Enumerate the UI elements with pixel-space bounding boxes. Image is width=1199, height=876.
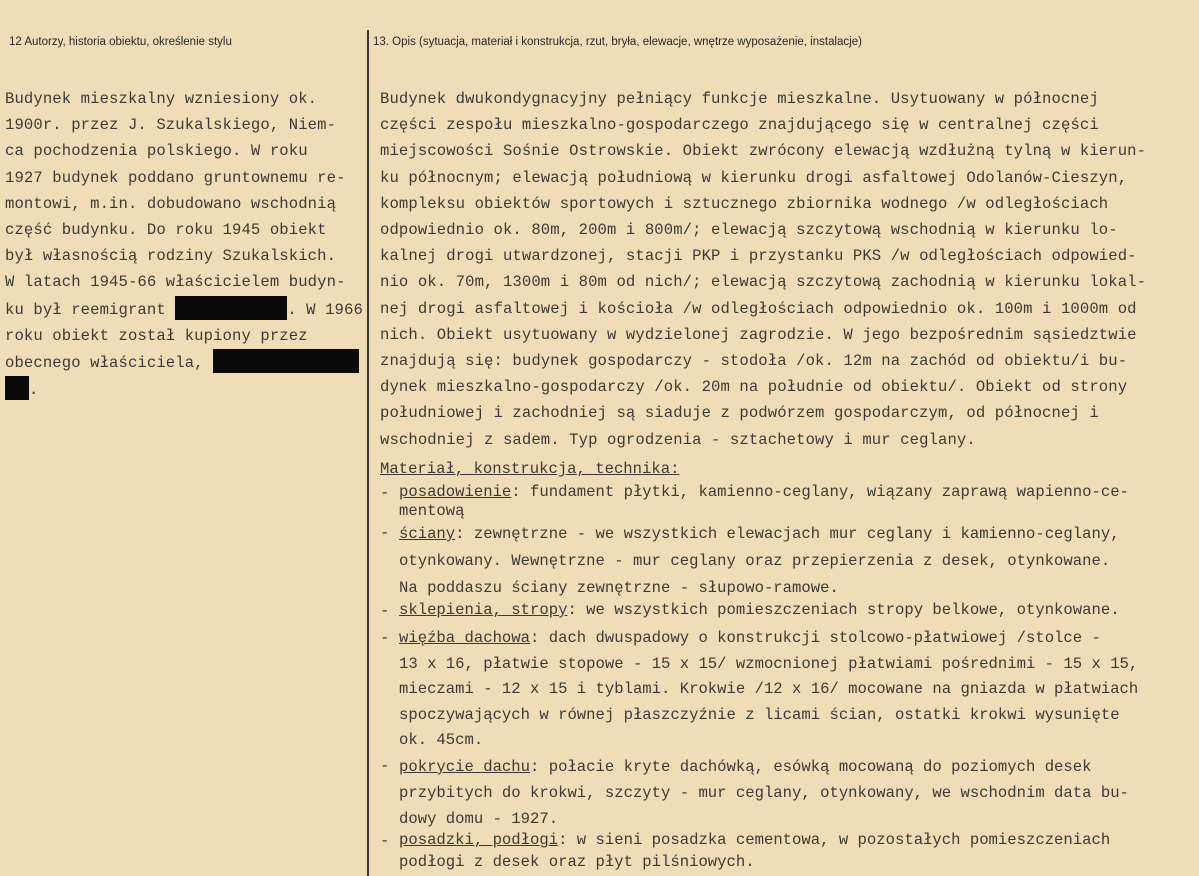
description-line: Budynek dwukondygnacyjny pełniący funkcje mieszkalne. Usytuowany w północnej <box>380 90 1099 108</box>
history-line: był własnością rodziny Szukalskich. <box>5 247 337 266</box>
history-line: ca pochodzenia polskiego. W roku <box>5 142 308 161</box>
redaction-box <box>5 376 29 400</box>
material-item-foundation: posadowienie: fundament płytki, kamienno-ceglany, wiązany zaprawą wapienno-ce- mentową <box>399 483 1129 520</box>
history-line: część budynku. Do roku 1945 obiekt <box>5 221 327 240</box>
bullet-dash: - <box>380 484 390 502</box>
description-line: kalnej drogi utwardzonej, stacji PKP i przystanku PKS /w odległościach odpowied- <box>380 247 1137 266</box>
history-line: . <box>5 376 363 403</box>
history-line: montowi, m.in. dobudowano wschodnią <box>5 194 337 213</box>
column-divider <box>367 30 369 876</box>
description-line: odpowiednio ok. 80m, 200m i 800m/; elewacją szczytową wschodnią w kierunku lo- <box>380 221 1118 240</box>
material-item-roof-truss: więźba dachowa: dach dwuspadowy o konstrukcji stolcowo-płatwiowej /stolce - 13 x 16, płatwie stopowe - 15 x 15/ wzmocnionej płatwiami pośrednimi - 15 x 15, mieczami - 12 x 15 i tyblami. Krokwie /12 x 16/ mocowane na gniazda w płatwiach spoczywających w równej płaszczyźnie z licami ścian, ostatki krokwi wysunięte ok. 45cm. <box>399 629 1139 749</box>
history-text <box>5 86 363 403</box>
history-line: ku był reemigrant . W 1966 <box>5 296 363 323</box>
description-line: południowej i zachodniej są siaduje z podwórzem gospodarczym, od północnej i <box>380 404 1099 423</box>
material-item-ceilings: sklepienia, stropy: we wszystkich pomieszczeniach stropy belkowe, otynkowane. <box>399 601 1120 619</box>
item-label: posadowienie <box>399 483 512 501</box>
description-line: miejscowości Sośnie Ostrowskie. Obiekt zwrócony elewacją wzdłużną tylną w kierun- <box>380 142 1147 161</box>
history-line: obecnego właściciela, <box>5 349 363 376</box>
bullet-dash: - <box>380 602 390 620</box>
description-line: dynek mieszkalno-gospodarczy /ok. 20m na południe od obiektu/. Obiekt od strony <box>380 378 1128 397</box>
item-label: pokrycie dachu <box>399 758 531 776</box>
material-item-walls: ściany: zewnętrzne - we wszystkich elewacjach mur ceglany i kamienno-ceglany, otynkowany. Wewnętrzne - mur ceglany oraz przepierzenia z desek, otynkowane. Na poddaszu ściany zewnętrzne - słupowo-ramowe. <box>399 525 1120 597</box>
left-column-header: 12 Autorzy, historia obiektu, określenie stylu <box>9 36 232 48</box>
description-line: części zespołu mieszkalno-gospodarczego znajdującego się w centralnej części <box>380 116 1099 135</box>
history-line: Budynek mieszkalny wzniesiony ok. <box>5 90 318 108</box>
item-label: sklepienia, stropy <box>399 601 568 619</box>
description-line: kompleksu obiektów sportowych i sztucznego zbiornika wodnego /w odległościach <box>380 194 1109 213</box>
description-line: nio ok. 70m, 1300m i 80m od nich/; elewacją szczytową zachodnią w kierunku lokal- <box>380 273 1147 292</box>
history-line: 1927 budynek poddano gruntownemu re- <box>5 168 346 187</box>
bullet-dash: - <box>380 524 390 542</box>
bullet-dash: - <box>380 629 390 647</box>
history-line: W latach 1945-66 właścicielem budyn- <box>5 273 346 292</box>
bullet-dash: - <box>380 757 390 775</box>
description-line: nich. Obiekt usytuowany w wydzielonej zagrodzie. W jego bezpośrednim sąsiedztwie <box>380 325 1137 344</box>
item-label: posadzki, podłogi <box>399 831 559 849</box>
description-paragraph <box>380 86 1146 453</box>
section-title: Materiał, konstrukcja, technika: <box>380 460 680 478</box>
description-line: wschodniej z sadem. Typ ogrodzenia - sztachetowy i mur ceglany. <box>380 430 976 449</box>
material-item-roof-covering: pokrycie dachu: połacie kryte dachówką, esówką mocowaną do poziomych desek przybitych do krokwi, szczyty - mur ceglany, otynkowany, we wschodnim data bu- dowy domu - 1927. <box>399 758 1129 828</box>
description-line: ku północnym; elewacją południową w kierunku drogi asfaltowej Odolanów-Cieszyn, <box>380 168 1128 187</box>
history-line: 1900r. przez J. Szukalskiego, Niem- <box>5 116 337 135</box>
redaction-box <box>213 349 359 373</box>
item-label: ściany <box>399 525 456 543</box>
bullet-dash: - <box>380 832 390 850</box>
description-line: znajdują się: budynek gospodarczy - stodoła /ok. 12m na zachód od obiektu/i bu- <box>380 352 1128 371</box>
right-column-header: 13. Opis (sytuacja, materiał i konstrukcja, rzut, bryła, elewacje, wnętrze wyposażenie, instalacje) <box>373 36 862 48</box>
history-line: roku obiekt został kupiony przez <box>5 326 308 345</box>
redaction-box <box>175 296 287 320</box>
description-line: nej drogi asfaltowej i kościoła /w odległościach odpowiednio ok. 100m i 1000m od <box>380 299 1137 318</box>
item-label: więźba dachowa <box>399 629 531 647</box>
material-item-floors: posadzki, podłogi: w sieni posadzka cementowa, w pozostałych pomieszczeniach podłogi z desek oraz płyt pilśniowych. <box>399 831 1111 871</box>
